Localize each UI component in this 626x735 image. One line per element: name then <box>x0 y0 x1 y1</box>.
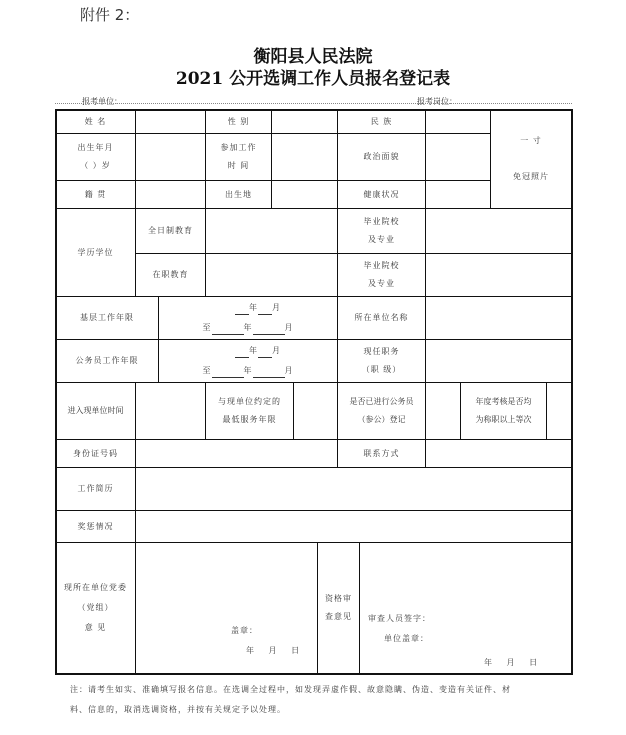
contact-label: 联系方式 <box>363 448 400 458</box>
native-field[interactable] <box>136 181 205 208</box>
ethnicity-label: 民 族 <box>370 116 393 126</box>
health-label: 健康状况 <box>363 189 400 199</box>
current-duty-label <box>338 340 425 382</box>
resume-label: 工作简历 <box>77 484 114 493</box>
photo-line1: 一 寸 <box>520 136 542 145</box>
review-opinion-line2: 查意见 <box>325 612 352 621</box>
ethnicity-field[interactable] <box>426 110 490 133</box>
review-date: 年 月 日 <box>484 658 544 667</box>
party-opinion-line3: 意 见 <box>84 623 107 632</box>
civil-servant-start-month: 月 <box>272 346 281 355</box>
native-label: 籍 贯 <box>84 189 107 199</box>
work-start-label <box>206 134 271 180</box>
note-line2: 料、信息的，取消选调资格，并按有关规定予以处理。 <box>70 705 286 714</box>
fulltime-school-line1: 毕业院校 <box>363 217 400 226</box>
grassroots-end-month: 月 <box>284 323 294 332</box>
gender-label: 性 别 <box>227 116 250 126</box>
fulltime-education-field[interactable] <box>206 209 337 253</box>
attachment-label: 附件 2： <box>80 6 140 24</box>
inservice-school-label <box>338 254 425 296</box>
entry-time-field[interactable] <box>136 383 205 439</box>
min-service-label <box>206 383 293 439</box>
gender-field[interactable] <box>272 110 337 133</box>
registration-field[interactable] <box>426 383 460 439</box>
current-duty-field[interactable] <box>426 340 571 382</box>
photo-box[interactable] <box>491 110 571 208</box>
civil-servant-to: 至 <box>202 366 212 375</box>
name-field[interactable] <box>136 110 205 133</box>
grassroots-start <box>235 301 281 315</box>
birthplace-label: 出生地 <box>225 189 252 199</box>
review-opinion-field[interactable] <box>360 543 571 673</box>
fulltime-school-field[interactable] <box>426 209 571 253</box>
work-start-line2: 时 间 <box>227 161 250 170</box>
civil-servant-end-year: 年 <box>243 366 253 375</box>
entry-time-label: 进入现单位时间 <box>67 406 124 415</box>
party-seal-label: 盖章： <box>231 626 258 635</box>
registration-line1: 是否已进行公务员 <box>349 397 414 406</box>
resume-field[interactable] <box>136 468 571 510</box>
civil-servant-start-year: 年 <box>249 346 258 355</box>
contact-field[interactable] <box>426 440 571 467</box>
inservice-school-line1: 毕业院校 <box>363 261 400 270</box>
fulltime-education-label: 全日制教育 <box>148 226 193 235</box>
grassroots-start-year: 年 <box>249 303 258 312</box>
min-service-field[interactable] <box>294 383 337 439</box>
photo-line2: 免冠照片 <box>513 172 549 181</box>
page-title: 衡阳县人民法院 <box>253 47 373 67</box>
awards-field[interactable] <box>136 511 571 542</box>
appraisal-line2: 为称职以上等次 <box>475 415 532 424</box>
inservice-school-line2: 及专业 <box>368 279 395 288</box>
party-opinion-line1: 现所在单位党委 <box>64 583 127 592</box>
reviewer-signature-label: 审查人员签字： <box>368 614 431 623</box>
current-duty-line1: 现任职务 <box>363 347 400 356</box>
grassroots-end <box>203 321 294 335</box>
id-number-field[interactable] <box>136 440 337 467</box>
party-opinion-line2: （党组） <box>77 603 114 612</box>
position-label: 报考岗位： <box>417 97 457 106</box>
min-service-line2: 最低服务年限 <box>222 415 277 424</box>
inservice-education-label: 在职教育 <box>152 270 189 279</box>
birth-label-line2: （ ）岁 <box>80 161 111 170</box>
party-opinion-field[interactable] <box>136 543 317 673</box>
min-service-line1: 与现单位约定的 <box>218 397 281 406</box>
appraisal-label <box>461 383 546 439</box>
grassroots-years-label: 基层工作年限 <box>80 313 134 322</box>
civil-servant-years-field[interactable] <box>159 340 337 382</box>
party-opinion-label <box>56 543 135 673</box>
review-opinion-label <box>318 543 359 673</box>
name-label: 姓 名 <box>84 116 107 126</box>
appraisal-line1: 年度考核是否均 <box>475 397 532 406</box>
inservice-school-field[interactable] <box>426 254 571 296</box>
civil-servant-end-month: 月 <box>284 366 294 375</box>
political-label: 政治面貌 <box>363 152 400 161</box>
birth-label <box>56 134 135 180</box>
civil-servant-end <box>203 364 294 378</box>
note-line1: 注：请考生如实、准确填写报名信息。在选调全过程中，如发现弄虚作假、故意隐瞒、伪造、变造有关证件、材 <box>70 685 511 694</box>
education-label: 学历学位 <box>77 247 114 257</box>
registration-label <box>338 383 425 439</box>
grassroots-end-year: 年 <box>243 323 253 332</box>
current-unit-field[interactable] <box>426 297 571 339</box>
header-divider <box>55 103 572 104</box>
unit-seal-label: 单位盖章： <box>384 634 429 643</box>
grassroots-years-field[interactable] <box>159 297 337 339</box>
civil-servant-start <box>235 344 281 358</box>
appraisal-field[interactable] <box>547 383 571 439</box>
work-start-line1: 参加工作 <box>220 143 257 152</box>
unit-label: 报考单位： <box>82 97 122 106</box>
review-opinion-line1: 资格审 <box>325 594 352 603</box>
id-number-label: 身份证号码 <box>73 448 118 458</box>
awards-label: 奖惩情况 <box>77 521 114 531</box>
birth-field[interactable] <box>136 134 205 180</box>
fulltime-school-label <box>338 209 425 253</box>
grassroots-to: 至 <box>202 323 212 332</box>
birth-label-line1: 出生年月 <box>77 143 114 152</box>
registration-line2: （参公）登记 <box>357 415 406 424</box>
page-subtitle: 2021 公开选调工作人员报名登记表 <box>175 69 451 89</box>
health-field[interactable] <box>426 181 490 208</box>
inservice-education-field[interactable] <box>206 254 337 296</box>
birthplace-field[interactable] <box>272 181 337 208</box>
party-opinion-date: 年 月 日 <box>246 646 306 655</box>
fulltime-school-line2: 及专业 <box>368 235 395 244</box>
grassroots-start-month: 月 <box>272 303 281 312</box>
political-field[interactable] <box>426 134 490 180</box>
work-start-field[interactable] <box>272 134 337 180</box>
current-duty-line2: （职 级） <box>361 365 402 374</box>
current-unit-label: 所在单位名称 <box>354 313 409 322</box>
civil-servant-years-label: 公务员工作年限 <box>75 356 139 365</box>
